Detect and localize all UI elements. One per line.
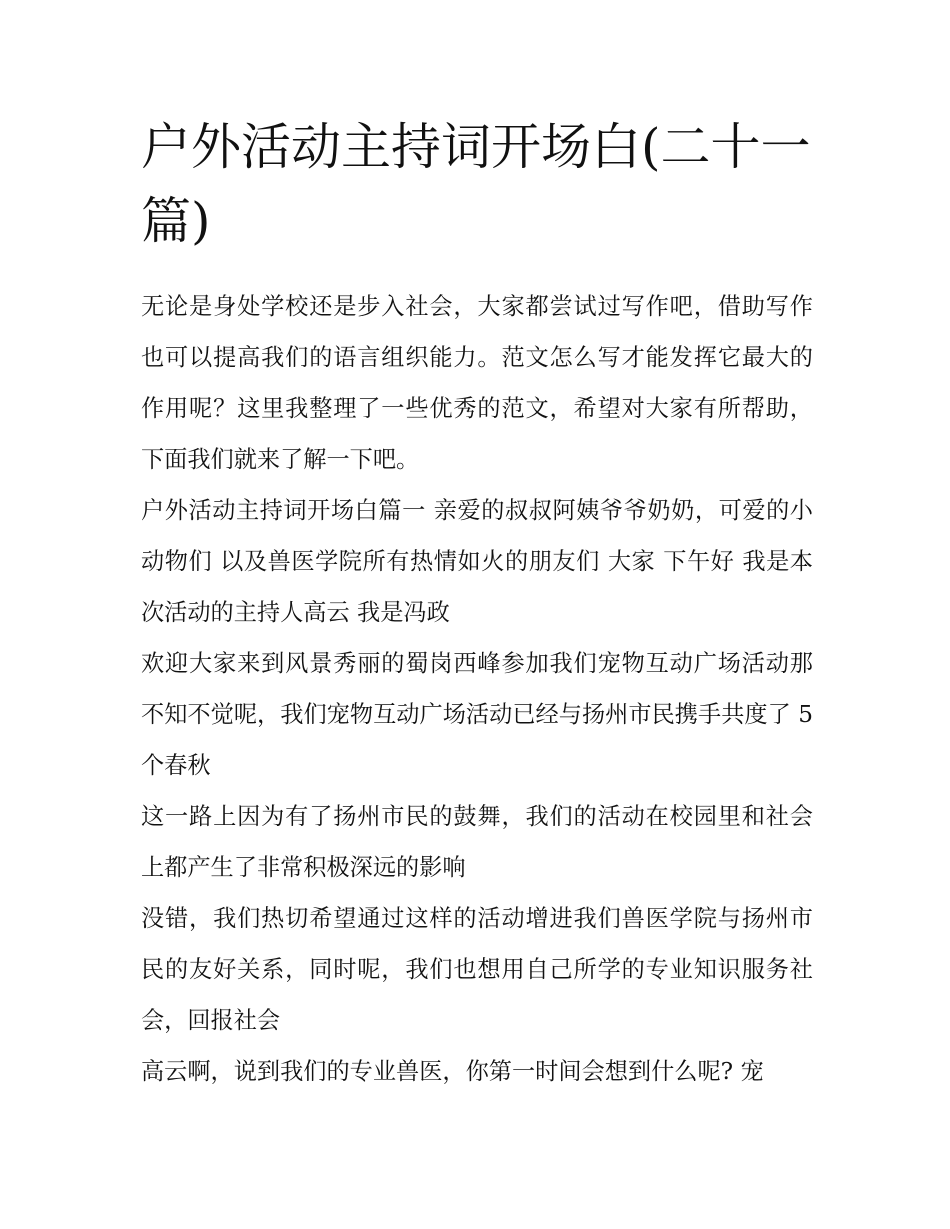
paragraph-greeting: 户外活动主持词开场白篇一 亲爱的叔叔阿姨爷爷奶奶，可爱的小动物们 以及兽医学院所有热情如火的朋友们 大家 下午好 我是本次活动的主持人高云 我是冯政	[141, 497, 813, 626]
paragraph-welcome: 欢迎大家来到风景秀丽的蜀岗西峰参加我们宠物互动广场活动那不知不觉呢，我们宠物互动广场活动已经与扬州市民携手共度了 5 个春秋	[141, 650, 813, 779]
paragraph-influence: 这一路上因为有了扬州市民的鼓舞，我们的活动在校园里和社会上都产生了非常积极深远的影响	[141, 803, 813, 881]
paragraph-intro: 无论是身处学校还是步入社会，大家都尝试过写作吧，借助写作也可以提高我们的语言组织能力。范文怎么写才能发挥它最大的作用呢？这里我整理了一些优秀的范文，希望对大家有所帮助，下面我们就来了解一下吧。	[141, 293, 813, 473]
document-title: 户外活动主持词开场白(二十一篇)	[141, 118, 811, 250]
paragraph-question: 高云啊，说到我们的专业兽医，你第一时间会想到什么呢? 宠	[141, 1058, 764, 1085]
paragraph-list	[141, 281, 813, 1097]
document-body	[141, 110, 813, 1097]
paragraph-purpose: 没错，我们热切希望通过这样的活动增进我们兽医学院与扬州市民的友好关系，同时呢，我们也想用自己所学的专业知识服务社会，回报社会	[141, 905, 813, 1034]
